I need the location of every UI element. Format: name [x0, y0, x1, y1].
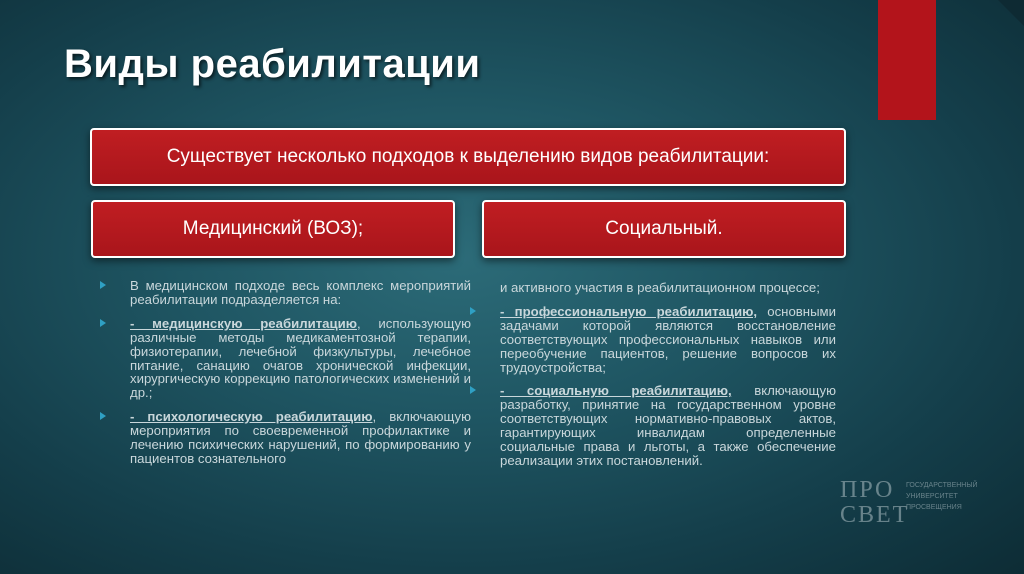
- medical-approach-box: [91, 200, 455, 258]
- logo-caption-line: ПРОСВЕЩЕНИЯ: [906, 504, 962, 511]
- logo-caption-line: ГОСУДАРСТВЕННЫЙ: [906, 482, 978, 489]
- accent-bar: [878, 0, 936, 120]
- social-approach-box: [482, 200, 846, 258]
- corner-decoration: [998, 0, 1024, 26]
- right-column: [470, 281, 836, 478]
- bullet-arrow-icon: [100, 281, 106, 289]
- list-item-text: и активного участия в реабилитационном процессе;: [500, 280, 820, 295]
- list-item: [100, 410, 471, 466]
- list-item-text: В медицинском подходе весь комплекс мероприятий реабилитации подразделяется на:: [130, 278, 471, 307]
- term-psychological-rehab: - психологическую реабилитацию: [130, 409, 373, 425]
- term-medical-rehab: - медицинскую реабилитацию: [130, 315, 357, 331]
- term-social-rehab: - социальную реабилитацию,: [500, 383, 732, 399]
- list-item-text: включающую разработку, принятие на государственном уровне соответствующих нормативно-правовых актов, гарантирующих инвалидам определенные социальные права и льготы, а также обеспечение реализации этих постановлений.: [500, 383, 836, 468]
- bullet-arrow-icon: [470, 386, 476, 394]
- logo-caption-line: УНИВЕРСИТЕТ: [906, 493, 958, 500]
- logo-letters-bottom: СВЕТ: [840, 502, 910, 528]
- bullet-arrow-icon: [470, 307, 476, 315]
- left-column: [100, 279, 471, 476]
- intro-box: [90, 128, 846, 186]
- medical-approach-label: Медицинский (ВОЗ);: [182, 218, 364, 239]
- intro-box-text: Существует несколько подходов к выделению видов реабилитации:: [166, 146, 770, 167]
- list-item-text: , использующую различные методы медикаментозной терапии, физиотерапии, лечебной физкультуры, лечебное питание, санацию очагов хронической инфекции, хирургическую коррекцию патологических изменений и др.;: [130, 315, 471, 401]
- list-item-continuation: [470, 281, 836, 295]
- logo-letters: [840, 478, 909, 528]
- list-item: [100, 317, 471, 400]
- logo-caption: [906, 480, 980, 513]
- bullet-arrow-icon: [100, 319, 106, 327]
- bullet-arrow-icon: [100, 412, 106, 420]
- list-item-text: , включающую мероприятия по своевременной профилактике и лечению психических нарушений, по формированию у пациентов сознательного: [130, 409, 471, 466]
- slide-title: Виды реабилитации: [64, 42, 481, 86]
- list-item-text: основными задачами которой являются восстановление соответствующих профессиональных навыков или переобучение пациентов, решение вопросов их трудоустройства;: [500, 303, 836, 375]
- list-item: [100, 279, 471, 307]
- list-item: [470, 384, 836, 467]
- term-professional-rehab: - профессиональную реабилитацию,: [500, 303, 758, 319]
- university-logo-watermark: [840, 478, 980, 534]
- list-item: [470, 305, 836, 375]
- social-approach-label: Социальный.: [605, 218, 723, 239]
- logo-letters-top: ПРО: [840, 477, 895, 503]
